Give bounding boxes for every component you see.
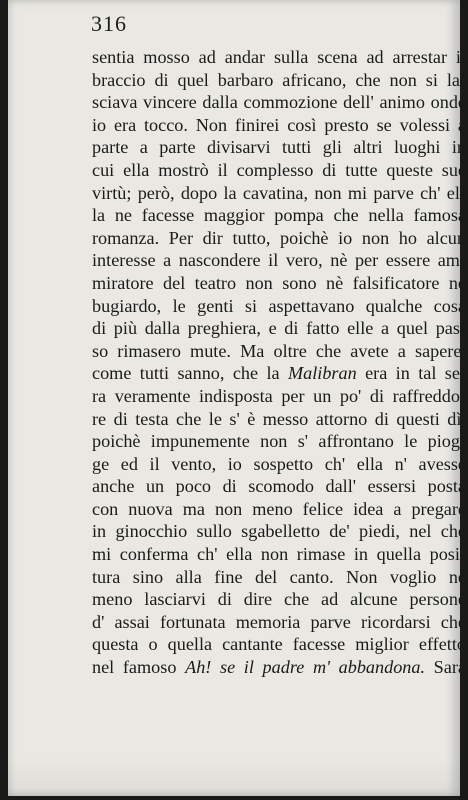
text-line: questa o quella cantante facesse miglior effetto — [92, 634, 466, 655]
text-segment: era in tal se- — [356, 363, 466, 384]
body-text — [92, 46, 466, 679]
text-line — [92, 656, 466, 679]
text-line: miratore del teatro non sono nè falsificatore nè — [92, 272, 466, 293]
text-line: romanza. Per dir tutto, poichè io non ho alcun — [92, 227, 466, 248]
text-line: virtù; però, dopo la cavatina, non mi parve ch' el- — [92, 182, 466, 203]
text-line: re di testa che le s' è messo attorno di questi dì, — [92, 408, 466, 429]
emphasized-name: Malibran — [287, 363, 357, 384]
text-line: sciava vincere dalla commozione dell' animo onde — [92, 92, 466, 113]
text-line: in ginocchio sullo sgabelletto de' piedi, nel che — [92, 521, 466, 542]
text-line — [92, 362, 466, 385]
text-line: ge ed il vento, io sospetto ch' ella n' avesse — [92, 453, 466, 474]
text-line: meno lasciarvi di dire che ad alcune persone — [92, 589, 466, 610]
text-line: tura sino alla fine del canto. Non voglio nè — [92, 566, 466, 587]
book-page — [8, 0, 467, 796]
text-line: anche un poco di scomodo dall' essersi posta — [92, 476, 466, 497]
text-line: poichè impunemente non s' affrontano le piog- — [92, 431, 466, 452]
text-line: cui ella mostrò il complesso di tutte queste sue — [92, 159, 466, 180]
text-line: con nuova ma non meno felice idea a pregare — [92, 498, 466, 519]
text-line: d' assai fortunata memoria parve ricordarsi che — [92, 611, 466, 632]
text-line: parte a parte divisarvi tutti gli altri luoghi in — [92, 137, 466, 158]
text-segment: come tutti sanno, che la — [92, 363, 288, 384]
text-line: bugiardo, le genti si aspettavano qualche cosa — [92, 295, 466, 316]
text-segment: Sarà — [425, 657, 467, 678]
text-line: sentia mosso ad andar sulla scena ad arrestar il — [92, 47, 466, 67]
text-line: di più dalla preghiera, e di fatto elle a quel pas- — [92, 318, 466, 339]
text-line: braccio di quel barbaro africano, che non si la- — [92, 69, 466, 90]
text-line: mi conferma ch' ella non rimase in quella posi- — [92, 544, 466, 565]
text-line: interesse a nascondere il vero, nè per essere am- — [92, 250, 466, 271]
emphasized-title: Ah! se il padre m' abbandona. — [185, 657, 426, 678]
text-line: ra veramente indisposta per un po' di raffreddo- — [92, 385, 466, 406]
text-line: so rimasero mute. Ma oltre che avete a sapere, — [92, 340, 466, 361]
text-line: io era tocco. Non finirei così presto se volessi a — [92, 114, 466, 135]
page-number: 316 — [91, 11, 127, 36]
text-segment: nel famoso — [92, 657, 186, 678]
text-line: la ne facesse maggior pompa che nella famosa — [92, 205, 466, 226]
